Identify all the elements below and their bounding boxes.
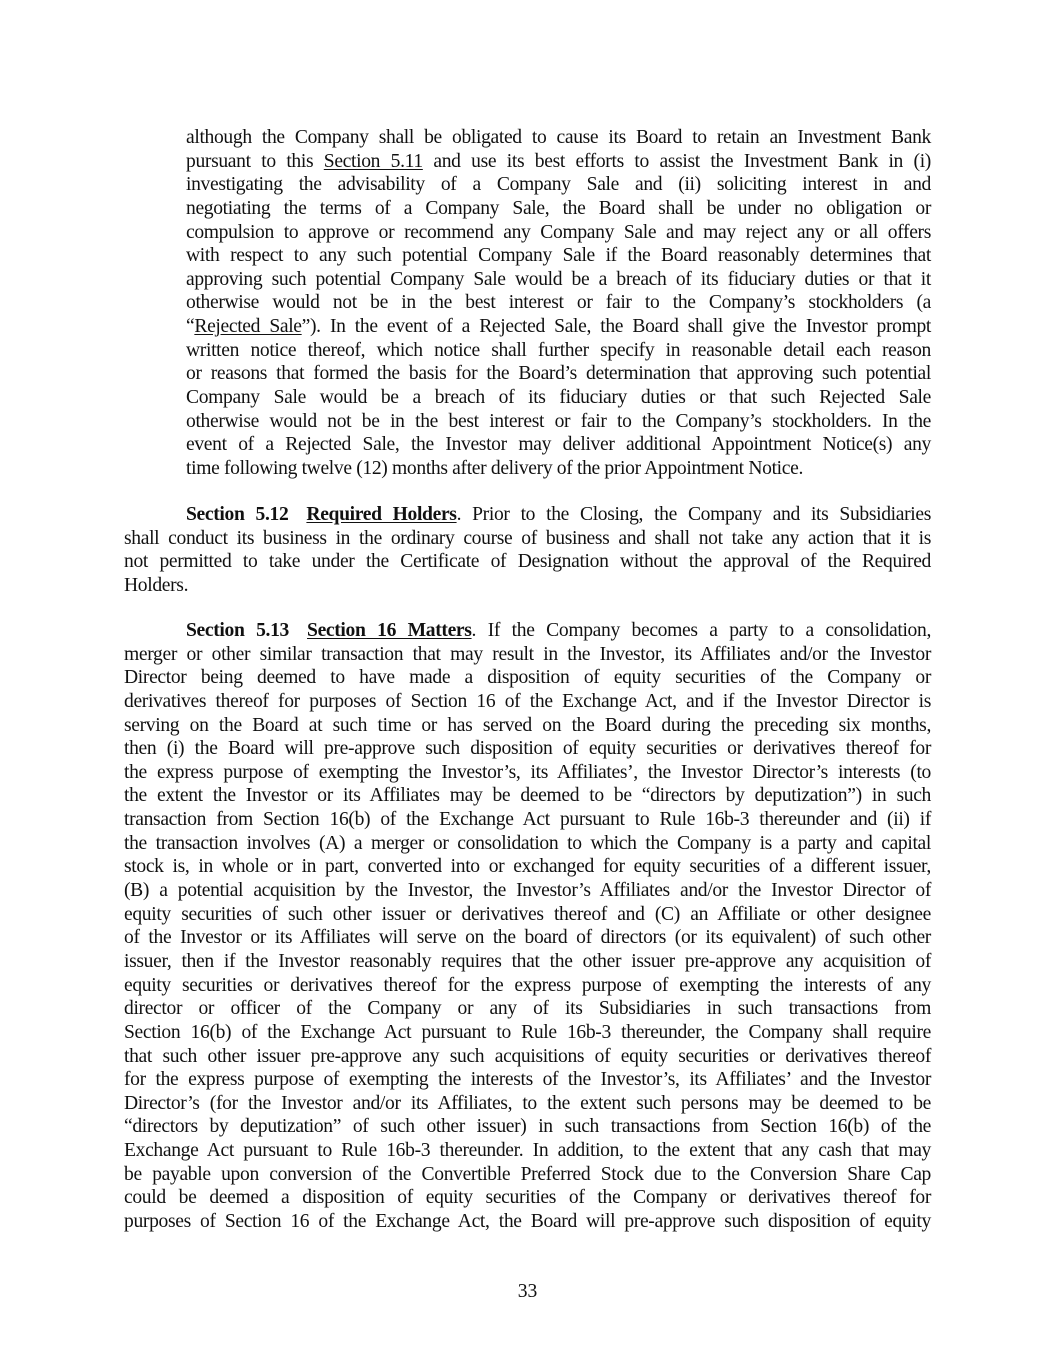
- text-line: transaction from Section 16(b) of the Exchange Act pursuant to Rule 16b-3 thereunder and (ii) if: [124, 809, 931, 831]
- text-fragment: “: [186, 316, 195, 338]
- text-line: Section 16(b) of the Exchange Act pursuant to Rule 16b-3 thereunder, the Company shall require: [124, 1021, 931, 1043]
- text-line: [186, 315, 931, 339]
- text-line: purposes of Section 16 of the Exchange Act, the Board will pre-approve such disposition of equity: [124, 1211, 931, 1233]
- text-line: equity securities or derivatives thereof for the express purpose of exempting the interests of any: [124, 974, 931, 996]
- text-line: derivatives thereof for purposes of Section 16 of the Exchange Act, and if the Investor Director is: [124, 690, 931, 712]
- section-heading-line: [124, 503, 931, 527]
- section-number: Section 5.13: [186, 620, 290, 641]
- text-line: the transaction involves (A) a merger or consolidation to which the Company is a party and capital: [124, 832, 931, 854]
- section-5-11-continuation: [186, 126, 931, 481]
- text-line: the express purpose of exempting the Investor’s, its Affiliates’, the Investor Director’s interests (to: [124, 761, 931, 783]
- text-fragment: ”). In the event of a Rejected Sale, the Board shall give the Investor prompt: [301, 316, 931, 338]
- page-number: 33: [517, 1281, 538, 1302]
- text-line: equity securities of such other issuer or derivatives thereof and (C) an Affiliate or other designee: [124, 903, 931, 925]
- text-line: Company Sale would be a breach of its fiduciary duties or that such Rejected Sale: [186, 387, 931, 409]
- text-line: “directors by deputization” of such other issuer) in such transactions from Section 16(b) of the: [124, 1116, 931, 1138]
- section-number: Section 5.12: [186, 504, 289, 525]
- section-heading: Section 16 Matters: [307, 620, 472, 641]
- text-line: with respect to any such potential Company Sale if the Board reasonably determines that: [186, 245, 931, 267]
- text-fragment: and use its best efforts to assist the Investment Bank in (i): [422, 150, 931, 172]
- text-line: could be deemed a disposition of equity securities of the Company or derivatives thereof for: [124, 1187, 931, 1209]
- text-line: negotiating the terms of a Company Sale, the Board shall be under no obligation or: [186, 197, 931, 219]
- text-line: Holders.: [124, 574, 189, 596]
- text-fragment: pursuant to this: [186, 150, 324, 172]
- text-line: Director’s (for the Investor and/or its Affiliates, to the extent such persons may be deemed to be: [124, 1092, 931, 1114]
- text-line: otherwise would not be in the best interest or fair to the Company’s stockholders. In the: [186, 410, 931, 432]
- text-line: although the Company shall be obligated to cause its Board to retain an Investment Bank: [186, 127, 931, 148]
- text-line: be payable upon conversion of the Convertible Preferred Stock due to the Conversion Share Cap: [124, 1163, 931, 1185]
- text-line: merger or other similar transaction that may result in the Investor, its Affiliates and/or the Investor: [124, 643, 931, 665]
- text-line: or reasons that formed the basis for the Board’s determination that approving such potential: [186, 363, 931, 385]
- text-line: shall conduct its business in the ordinary course of business and shall not take any action that it is: [124, 527, 931, 549]
- text-line: serving on the Board at such time or has served on the Board during the preceding six months,: [124, 714, 931, 736]
- section-heading-line: [124, 619, 931, 643]
- text-line: director or officer of the Company or any of its Subsidiaries in such transactions from: [124, 998, 931, 1020]
- text-line: not permitted to take under the Certificate of Designation without the approval of the Required: [124, 551, 931, 573]
- section-5-13: [124, 619, 931, 1234]
- text-fragment: . If the Company becomes a party to a consolidation,: [471, 620, 931, 641]
- text-line: approving such potential Company Sale would be a breach of its fiduciary duties or that it: [186, 268, 931, 290]
- text-line: issuer, then if the Investor reasonably requires that the other issuer pre-approve any acquisition of: [124, 950, 931, 972]
- text-line: of the Investor or its Affiliates will serve on the board of directors (or its equivalent) of such other: [124, 927, 931, 949]
- section-5-12: [124, 503, 931, 598]
- text-line: for the express purpose of exempting the interests of the Investor’s, its Affiliates’ and the Investor: [124, 1069, 931, 1091]
- text-line: event of a Rejected Sale, the Investor may deliver additional Appointment Notice(s) any: [186, 434, 931, 456]
- text-line: [186, 150, 931, 174]
- section-5-11-reference: Section 5.11: [323, 150, 423, 172]
- text-line: investigating the advisability of a Company Sale and (ii) soliciting interest in and: [186, 174, 931, 196]
- text-line: time following twelve (12) months after delivery of the prior Appointment Notice.: [186, 457, 804, 479]
- text-fragment: . Prior to the Closing, the Company and its Subsidiaries: [456, 504, 931, 525]
- text-line: Director being deemed to have made a disposition of equity securities of the Company or: [124, 667, 931, 689]
- text-line: the extent the Investor or its Affiliates may be deemed to be “directors by deputization”) in such: [124, 785, 931, 807]
- text-line: then (i) the Board will pre-approve such disposition of equity securities or derivatives thereof for: [124, 738, 931, 760]
- text-line: (B) a potential acquisition by the Investor, the Investor’s Affiliates and/or the Investor Director of: [124, 880, 931, 902]
- section-heading: Required Holders: [306, 504, 457, 525]
- rejected-sale-defined-term: Rejected Sale: [194, 316, 302, 338]
- text-line: compulsion to approve or recommend any Company Sale and may reject any or all offers: [186, 221, 931, 243]
- text-line: Exchange Act pursuant to Rule 16b-3 thereunder. In addition, to the extent that any cash that may: [124, 1140, 931, 1162]
- text-line: stock is, in whole or in part, converted into or exchanged for equity securities of a different issuer,: [124, 856, 931, 878]
- text-line: otherwise would not be in the best interest or fair to the Company’s stockholders (a: [186, 292, 931, 314]
- text-line: written notice thereof, which notice shall further specify in reasonable detail each reason: [186, 339, 931, 361]
- text-line: that such other issuer pre-approve any such acquisitions of equity securities or derivatives thereof: [124, 1045, 931, 1067]
